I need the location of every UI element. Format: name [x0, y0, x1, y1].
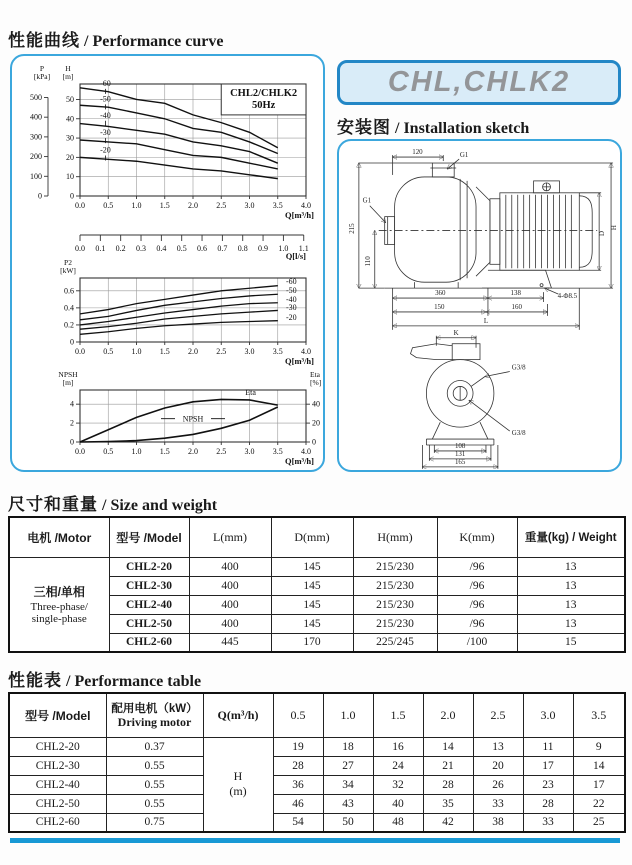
col-header-flow-1: 1.0: [323, 693, 373, 737]
svg-text:3.0: 3.0: [244, 447, 255, 456]
col-header-motor-zh: 配用电机（kW）: [111, 702, 198, 715]
svg-text:20: 20: [312, 418, 320, 428]
model-cell: CHL2-30: [109, 576, 189, 595]
svg-text:0.2: 0.2: [64, 320, 74, 330]
svg-text:0: 0: [70, 437, 74, 447]
svg-text:-60: -60: [285, 276, 297, 286]
svg-text:-30: -30: [285, 303, 297, 312]
pump-side-view: [348, 148, 618, 330]
head-value: 28: [523, 794, 573, 813]
svg-text:50: 50: [66, 94, 74, 104]
svg-text:400: 400: [30, 112, 42, 122]
col-header-motor-en: Driving motor: [117, 714, 192, 729]
svg-text:0.6: 0.6: [64, 286, 74, 296]
svg-text:-40: -40: [100, 110, 111, 120]
col-header-k: K(mm): [437, 517, 517, 557]
svg-text:40: 40: [312, 399, 320, 409]
svg-text:0: 0: [38, 191, 42, 201]
table-row: [9, 737, 625, 756]
motor-type-en2: single-phase: [31, 613, 87, 626]
weight-cell: 13: [517, 576, 625, 595]
h-cell: 215/230: [353, 595, 437, 614]
model-cell: CHL2-60: [109, 633, 189, 652]
svg-text:0.4: 0.4: [64, 303, 74, 313]
head-label: H: [233, 769, 243, 784]
svg-text:-20: -20: [100, 145, 111, 155]
power-chart: [14, 260, 322, 370]
l-cell: 400: [189, 614, 271, 633]
svg-text:0.5: 0.5: [103, 201, 114, 210]
heading-installation-sketch-en: / Installation sketch: [391, 120, 530, 137]
svg-text:NPSH: NPSH: [182, 414, 204, 424]
svg-text:[%]: [%]: [310, 378, 322, 387]
k-cell: /100: [437, 633, 517, 652]
col-header-d: D(mm): [271, 517, 353, 557]
dim-l: L: [483, 316, 489, 325]
l-cell: 400: [189, 595, 271, 614]
table-row: [9, 557, 625, 576]
d-cell: 145: [271, 614, 353, 633]
table-row: [9, 756, 625, 775]
head-value: 26: [473, 775, 523, 794]
col-header-weight: 重量(kg) / Weight: [517, 517, 625, 557]
svg-text:H: H: [65, 64, 71, 73]
svg-text:2: 2: [70, 418, 74, 428]
dim-150: 150: [434, 302, 445, 311]
port-g38-bottom-label: G3/8: [511, 429, 526, 438]
svg-text:4.0: 4.0: [301, 447, 311, 456]
svg-text:-30: -30: [100, 128, 111, 138]
dim-k: K: [453, 328, 459, 337]
dim-360: 360: [435, 289, 446, 298]
svg-text:0: 0: [70, 337, 74, 347]
size-table-header-row: [9, 517, 625, 557]
col-header-h: H(mm): [353, 517, 437, 557]
svg-text:1.0: 1.0: [278, 244, 289, 253]
svg-text:Q[m³/h]: Q[m³/h]: [285, 210, 314, 220]
svg-text:0.3: 0.3: [136, 244, 147, 253]
heading-performance-table: [8, 666, 201, 691]
col-header-flow-2: 1.5: [373, 693, 423, 737]
model-cell: CHL2-30: [9, 756, 106, 775]
dim-h: H: [610, 225, 619, 231]
model-cell: CHL2-40: [9, 775, 106, 794]
svg-text:Q[l/s]: Q[l/s]: [285, 251, 306, 260]
col-header-flow-3: 2.0: [423, 693, 473, 737]
svg-text:NPSH: NPSH: [58, 370, 78, 379]
svg-text:0.0: 0.0: [75, 201, 85, 210]
port-g38-top-label: G3/8: [511, 363, 526, 372]
svg-text:Q[m³/h]: Q[m³/h]: [285, 356, 314, 366]
svg-text:-60: -60: [100, 78, 111, 88]
heading-performance-table-zh: 性能表: [8, 671, 62, 690]
head-value: 19: [273, 737, 323, 756]
weight-cell: 13: [517, 614, 625, 633]
dim-d: D: [598, 231, 607, 237]
l-cell: 400: [189, 576, 271, 595]
model-cell: CHL2-20: [9, 737, 106, 756]
svg-text:-50: -50: [285, 285, 297, 295]
head-value: 17: [573, 775, 625, 794]
table-row: [9, 813, 625, 832]
h-cell: 215/230: [353, 614, 437, 633]
k-cell: /96: [437, 557, 517, 576]
model-cell: CHL2-50: [9, 794, 106, 813]
svg-text:Eta: Eta: [310, 370, 320, 379]
svg-text:CHL2/CHLK2: CHL2/CHLK2: [230, 88, 298, 99]
svg-text:1.0: 1.0: [131, 201, 142, 210]
col-header-flow-0: 0.5: [273, 693, 323, 737]
d-cell: 145: [271, 576, 353, 595]
svg-text:[kPa]: [kPa]: [33, 72, 51, 81]
svg-text:[m]: [m]: [62, 378, 74, 387]
motor-type-en1: Three-phase/: [30, 601, 88, 614]
performance-curve-panel: [10, 54, 325, 472]
head-value: 17: [523, 756, 573, 775]
head-unit: (m): [229, 784, 247, 799]
col-header-motor: 电机 /Motor: [9, 517, 109, 557]
model-cell: CHL2-50: [109, 614, 189, 633]
svg-text:1.0: 1.0: [131, 347, 142, 356]
svg-text:10: 10: [66, 172, 74, 182]
motor-type-zh: 三相/单相: [33, 585, 85, 600]
head-value: 25: [573, 813, 625, 832]
svg-text:0.0: 0.0: [75, 347, 85, 356]
svg-text:P2: P2: [64, 260, 72, 267]
pump-front-view: [411, 329, 527, 469]
performance-table: [8, 692, 626, 833]
head-value: 22: [573, 794, 625, 813]
head-value: 35: [423, 794, 473, 813]
col-header-model: 型号 /Model: [109, 517, 189, 557]
svg-text:3.0: 3.0: [244, 201, 255, 210]
kw-cell: 0.55: [106, 775, 203, 794]
footer-accent-bar: [10, 838, 620, 843]
head-value: 48: [373, 813, 423, 832]
svg-text:0: 0: [312, 437, 316, 447]
kw-cell: 0.37: [106, 737, 203, 756]
h-cell: 215/230: [353, 557, 437, 576]
col-header-flow-4: 2.5: [473, 693, 523, 737]
model-cell: CHL2-60: [9, 813, 106, 832]
heading-performance-curve-en: / Performance curve: [80, 33, 224, 50]
col-header-flow-5: 3.0: [523, 693, 573, 737]
port-g1-side-label: G1: [362, 196, 372, 205]
head-value: 20: [473, 756, 523, 775]
svg-text:20: 20: [66, 152, 74, 162]
dim-165: 165: [454, 457, 466, 466]
head-value: 40: [373, 794, 423, 813]
svg-text:300: 300: [30, 132, 42, 142]
svg-text:2.5: 2.5: [216, 347, 227, 356]
svg-text:0.0: 0.0: [75, 447, 85, 456]
head-value: 36: [273, 775, 323, 794]
svg-text:50Hz: 50Hz: [251, 100, 276, 111]
head-value: 28: [423, 775, 473, 794]
installation-sketch-panel: [337, 139, 622, 472]
head-value: 14: [573, 756, 625, 775]
head-value: 46: [273, 794, 323, 813]
heading-size-weight-zh: 尺寸和重量: [8, 495, 98, 514]
col-header-motor: [106, 693, 203, 737]
svg-text:0.5: 0.5: [103, 347, 114, 356]
heading-performance-table-en: / Performance table: [62, 673, 202, 690]
svg-text:2.5: 2.5: [216, 447, 227, 456]
svg-text:4.0: 4.0: [301, 201, 311, 210]
dim-138: 138: [510, 289, 521, 298]
svg-text:1.5: 1.5: [159, 347, 170, 356]
weight-cell: 13: [517, 595, 625, 614]
svg-text:200: 200: [30, 152, 42, 162]
size-weight-table: [8, 516, 626, 653]
svg-text:0.6: 0.6: [197, 244, 208, 253]
svg-text:-40: -40: [285, 294, 297, 304]
head-unit-cell: [203, 737, 273, 832]
d-cell: 145: [271, 595, 353, 614]
head-value: 21: [423, 756, 473, 775]
svg-text:500: 500: [30, 92, 42, 102]
svg-text:3.5: 3.5: [272, 347, 283, 356]
col-header-q: Q(m³/h): [203, 693, 273, 737]
svg-text:0.7: 0.7: [217, 244, 228, 253]
svg-text:0: 0: [70, 191, 74, 201]
dim-131: 131: [454, 449, 466, 458]
svg-text:3.5: 3.5: [272, 201, 283, 210]
head-value: 23: [523, 775, 573, 794]
head-value: 13: [473, 737, 523, 756]
svg-text:3.0: 3.0: [244, 347, 255, 356]
svg-text:-20: -20: [285, 312, 297, 322]
weight-cell: 13: [517, 557, 625, 576]
svg-text:0.9: 0.9: [258, 244, 269, 253]
svg-text:3.5: 3.5: [272, 447, 283, 456]
kw-cell: 0.75: [106, 813, 203, 832]
head-flow-chart: [14, 60, 322, 226]
heading-installation-sketch: [337, 113, 529, 138]
h-cell: 225/245: [353, 633, 437, 652]
k-cell: /96: [437, 614, 517, 633]
dim-108: 108: [454, 441, 466, 450]
head-value: 43: [323, 794, 373, 813]
flow-ls-ruler: [14, 228, 322, 260]
dim-120: 120: [412, 148, 423, 157]
bolt-note: 4-Φ8.5: [557, 292, 578, 301]
svg-text:0.5: 0.5: [176, 244, 187, 253]
col-header-flow-6: 3.5: [573, 693, 625, 737]
dim-215: 215: [347, 223, 356, 234]
head-value: 38: [473, 813, 523, 832]
heading-size-weight-en: / Size and weight: [98, 497, 218, 514]
svg-text:[kW]: [kW]: [60, 266, 76, 275]
table-row: [9, 794, 625, 813]
model-cell: CHL2-20: [109, 557, 189, 576]
svg-text:40: 40: [66, 114, 74, 124]
head-value: 11: [523, 737, 573, 756]
svg-text:Eta: Eta: [245, 388, 256, 398]
l-cell: 400: [189, 557, 271, 576]
head-value: 28: [273, 756, 323, 775]
head-value: 33: [523, 813, 573, 832]
head-value: 18: [323, 737, 373, 756]
dim-160: 160: [511, 302, 522, 311]
svg-text:2.0: 2.0: [188, 347, 198, 356]
h-cell: 215/230: [353, 576, 437, 595]
pump-installation-drawing: [341, 143, 619, 469]
col-header-l: L(mm): [189, 517, 271, 557]
npsh-eta-chart: [14, 370, 322, 470]
svg-text:0.0: 0.0: [75, 244, 85, 253]
head-value: 14: [423, 737, 473, 756]
head-value: 33: [473, 794, 523, 813]
svg-text:2.0: 2.0: [188, 447, 198, 456]
d-cell: 170: [271, 633, 353, 652]
svg-text:0.1: 0.1: [95, 244, 106, 253]
svg-text:2.0: 2.0: [188, 201, 198, 210]
heading-installation-sketch-zh: 安装图: [337, 118, 391, 137]
table-row: [9, 775, 625, 794]
svg-text:-50: -50: [100, 94, 111, 104]
dim-110: 110: [363, 256, 372, 267]
svg-text:100: 100: [30, 171, 42, 181]
svg-text:4.0: 4.0: [301, 347, 311, 356]
svg-text:0.5: 0.5: [103, 447, 114, 456]
svg-text:[m]: [m]: [62, 72, 74, 81]
l-cell: 445: [189, 633, 271, 652]
heading-performance-curve-zh: 性能曲线: [8, 31, 80, 50]
head-value: 54: [273, 813, 323, 832]
kw-cell: 0.55: [106, 756, 203, 775]
head-value: 24: [373, 756, 423, 775]
model-badge: [337, 60, 621, 105]
port-g1-top-label: G1: [459, 151, 469, 160]
k-cell: /96: [437, 576, 517, 595]
svg-text:0.4: 0.4: [156, 244, 167, 253]
k-cell: /96: [437, 595, 517, 614]
svg-text:1.5: 1.5: [159, 201, 170, 210]
head-value: 9: [573, 737, 625, 756]
d-cell: 145: [271, 557, 353, 576]
col-header-model: 型号 /Model: [9, 693, 106, 737]
svg-text:P: P: [39, 64, 45, 73]
head-value: 34: [323, 775, 373, 794]
svg-text:1.1: 1.1: [298, 244, 309, 253]
svg-text:Q[m³/h]: Q[m³/h]: [285, 456, 314, 466]
model-cell: CHL2-40: [109, 595, 189, 614]
motor-type-cell: [9, 557, 109, 652]
svg-text:1.0: 1.0: [131, 447, 142, 456]
head-value: 42: [423, 813, 473, 832]
weight-cell: 15: [517, 633, 625, 652]
svg-text:1.5: 1.5: [159, 447, 170, 456]
svg-text:2.5: 2.5: [216, 201, 227, 210]
heading-size-weight: [8, 490, 217, 515]
model-badge-text: CHL,CHLK2: [387, 66, 571, 98]
head-value: 16: [373, 737, 423, 756]
head-value: 50: [323, 813, 373, 832]
head-value: 32: [373, 775, 423, 794]
head-value: 27: [323, 756, 373, 775]
svg-text:30: 30: [66, 133, 74, 143]
svg-text:0.8: 0.8: [237, 244, 248, 253]
perf-table-header-row: [9, 693, 625, 737]
svg-text:0.2: 0.2: [115, 244, 126, 253]
kw-cell: 0.55: [106, 794, 203, 813]
svg-text:4: 4: [70, 399, 74, 409]
heading-performance-curve: [8, 26, 223, 51]
